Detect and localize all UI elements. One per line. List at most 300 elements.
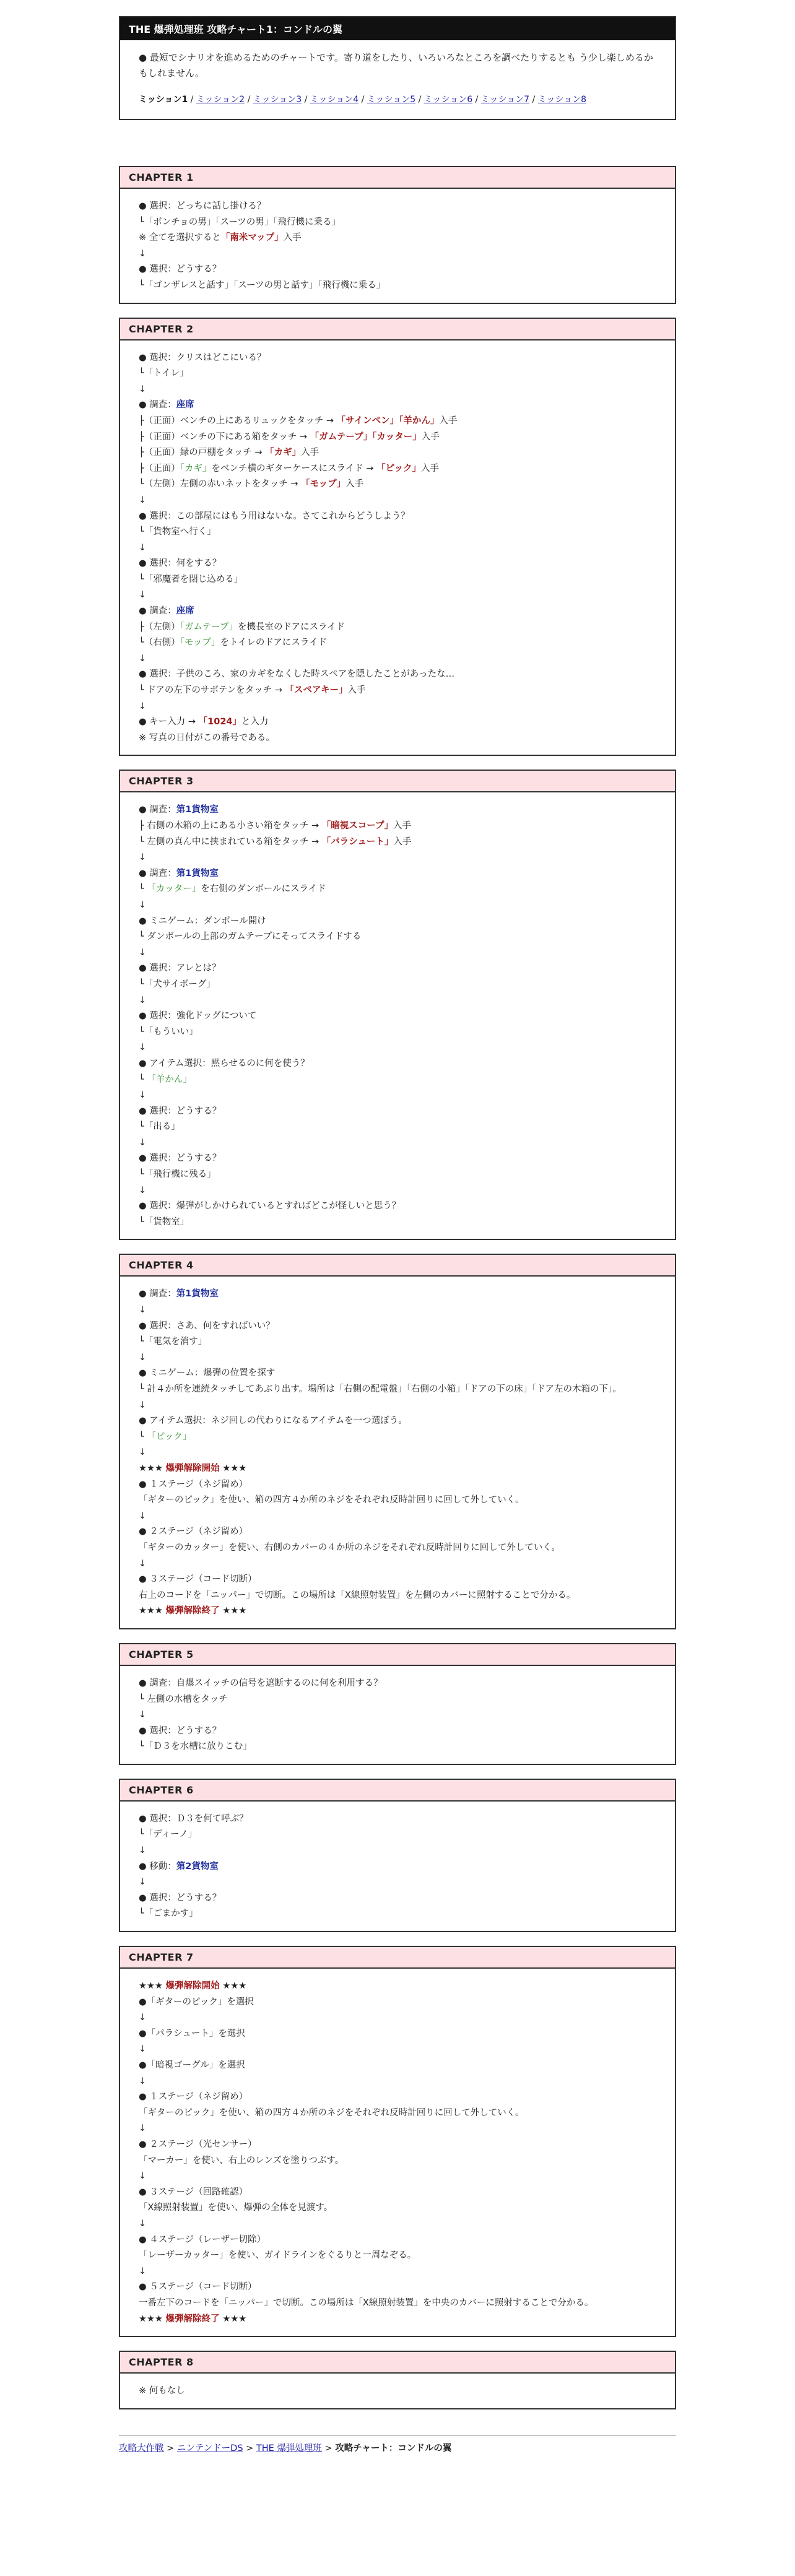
line-text: 入手 [347, 685, 366, 696]
line-text: ↓ [139, 1043, 147, 1053]
chapter-box-8 [119, 2351, 676, 2409]
line-text: └（左側）左側の赤いネットをタッチ → [139, 479, 302, 490]
chapter-body [120, 2374, 675, 2408]
line-text: と入力 [241, 717, 269, 727]
line-text: └「飛行機に残る」 [139, 1169, 216, 1180]
chapter-heading: CHAPTER 5 [120, 1644, 675, 1666]
mission-separator: / [472, 95, 481, 105]
chart-line [139, 1692, 656, 1708]
mission-link-2[interactable]: ミッション2 [196, 95, 245, 105]
line-text: ↓ [139, 852, 147, 863]
item-highlight: 「モップ」 [301, 479, 346, 490]
line-text: └ 左側の水槽をタッチ [139, 1694, 228, 1704]
mission-nav [139, 92, 656, 108]
line-text: を機長室のドアにスライド [237, 622, 345, 632]
chart-line [139, 2121, 656, 2137]
item-highlight: 爆弾解除終了 [165, 1606, 220, 1616]
line-text: 一番左下のコードを「ニッパー」で切断。この場所は「X線照射装置」を中央のカバーに照射することで分かる。 [139, 2297, 594, 2308]
chapter-box-1 [119, 166, 676, 304]
line-text: └ [139, 884, 147, 895]
line-text: ↓ [139, 2123, 147, 2134]
chart-line [139, 1151, 656, 1167]
line-text: 右上のコードを「ニッパー」で切断。この場所は「X線照射装置」を左側のカバーに照射することで分かる。 [139, 1590, 576, 1600]
line-text: ↓ [139, 701, 147, 711]
chart-line [139, 1350, 656, 1366]
chart-line [139, 2153, 656, 2169]
line-text: ● １ステージ（ネジ留め） [139, 2092, 248, 2102]
line-text: └ [139, 1074, 147, 1085]
line-text: 入手 [301, 448, 319, 458]
line-text: ● 選択：どっちに話し掛ける？ [139, 201, 266, 211]
mission-separator: / [302, 95, 310, 105]
line-text: ↓ [139, 1090, 147, 1101]
chart-line [139, 1493, 656, 1509]
line-text: ★★★ [139, 2314, 166, 2324]
chart-line [139, 1859, 656, 1875]
line-text: └「ボンチョの男」「スーツの男」「飛行機に乗る」 [139, 217, 341, 227]
chart-line [139, 1979, 656, 1995]
chart-line [139, 651, 656, 667]
chart-line [139, 1183, 656, 1199]
item-highlight: 爆弾解除終了 [165, 2314, 220, 2324]
used-item: 「羊かん」 [147, 1074, 192, 1085]
line-text: ※ 何もなし [139, 2386, 185, 2396]
chapter-body [120, 1277, 675, 1628]
chart-line [139, 350, 656, 366]
location-highlight: 座席 [176, 400, 194, 410]
line-text: ※ 写真の日付がこの番号である。 [139, 732, 275, 743]
chart-line [139, 993, 656, 1009]
line-text: ↓ [139, 1877, 147, 1888]
chart-line [139, 2105, 656, 2122]
chapter-body [120, 1666, 675, 1764]
chart-line [139, 382, 656, 398]
line-text: ● 調査： [139, 400, 176, 410]
chart-line [139, 1135, 656, 1151]
chart-line [139, 461, 656, 477]
chart-line [139, 835, 656, 851]
chapter-body [120, 189, 675, 303]
line-text: ● 調査： [139, 1289, 176, 1299]
line-text: ├（正面）ベンチの上にあるリュックをタッチ → [139, 415, 337, 426]
line-text: ↓ [139, 1400, 147, 1410]
chart-line [139, 2216, 656, 2232]
line-text: ├ 右側の木箱の上にある小さい箱をタッチ → [139, 821, 322, 831]
chart-line [139, 2137, 656, 2153]
chart-line [139, 1603, 656, 1620]
item-highlight: 「1024」 [198, 717, 241, 727]
line-text: └（右側） [139, 638, 180, 648]
chart-line [139, 278, 656, 294]
chart-line [139, 1303, 656, 1319]
used-item: 「カッター」 [147, 884, 201, 895]
chart-line [139, 1875, 656, 1891]
chart-line [139, 1540, 656, 1556]
line-text: ★★★ [139, 1463, 166, 1473]
line-text: 入手 [345, 479, 364, 490]
chart-line [139, 445, 656, 461]
line-text: 入手 [439, 415, 458, 426]
line-text: ├（正面）ベンチの下にある箱をタッチ → [139, 432, 310, 442]
chart-line [139, 572, 656, 588]
chart-line [139, 2279, 656, 2296]
breadcrumb-link[interactable]: 攻略大作戦 [119, 2443, 164, 2453]
chart-line [139, 1461, 656, 1477]
line-text: ● 選択：どうする？ [139, 1725, 222, 1736]
line-text: ● アイテム選択：黙らせるのに何を使う？ [139, 1058, 310, 1069]
line-text: └ 左側の真ん中に挟まれている箱をタッチ → [139, 836, 322, 847]
line-text: ↓ [139, 1558, 147, 1569]
mission-separator: / [358, 95, 367, 105]
chart-line [139, 1398, 656, 1414]
line-text: をベンチ横のギターケースにスライド → [211, 463, 377, 474]
breadcrumb-link[interactable]: ニンテンドーDS [176, 2443, 243, 2453]
line-text: をトイレのドアにスライド [220, 638, 327, 648]
chart-line [139, 1072, 656, 1088]
chart-line [139, 1843, 656, 1859]
chapter-heading: CHAPTER 2 [120, 319, 675, 340]
chapter-heading: CHAPTER 8 [120, 2352, 675, 2374]
line-text: ↓ [139, 2171, 147, 2182]
chart-line [139, 961, 656, 977]
line-text: ● 調査： [139, 868, 176, 878]
chapter-box-7 [119, 1946, 676, 2337]
chart-line [139, 898, 656, 914]
line-text: └「ゴンザレスと話す」「スーツの男と話す」「飛行機に乗る」 [139, 280, 386, 290]
chart-line [139, 1215, 656, 1231]
chart-line [139, 1119, 656, 1135]
line-text: ● 選択：何をする？ [139, 558, 222, 569]
chart-line [139, 366, 656, 382]
chart-line [139, 540, 656, 557]
chart-line [139, 1025, 656, 1041]
line-text: を右側のダンボールにスライド [201, 884, 326, 895]
line-text: ↓ [139, 653, 147, 664]
line-text: └「貨物室へ行く」 [139, 527, 216, 537]
chart-line [139, 1827, 656, 1843]
line-text: ↓ [139, 384, 147, 394]
intro-box [119, 16, 676, 120]
chart-line [139, 1088, 656, 1104]
chart-line [139, 818, 656, 835]
line-text: ↓ [139, 495, 147, 505]
chart-line [139, 635, 656, 651]
line-text: 「レーザーカッター」を使い、ガイドラインをぐるりと一周なぞる。 [139, 2250, 417, 2261]
chart-line [139, 246, 656, 262]
location-highlight: 第1貨物室 [176, 1289, 219, 1299]
line-text: ● アイテム選択：ネジ回しの代わりになるアイテムを一つ選ぼう。 [139, 1416, 407, 1426]
line-text: ↓ [139, 590, 147, 601]
chart-line [139, 1366, 656, 1382]
line-text: └「電気を消す」 [139, 1337, 207, 1347]
chapter-box-4 [119, 1254, 676, 1629]
line-text: ↓ [139, 995, 147, 1005]
line-text: ※ 全てを選択すると [139, 233, 221, 243]
breadcrumb [119, 2435, 676, 2466]
chart-line [139, 1906, 656, 1922]
line-text: 入手 [420, 463, 439, 474]
line-text: ● 選択：アレとは？ [139, 963, 221, 974]
chart-line [139, 1413, 656, 1429]
chart-line [139, 1286, 656, 1303]
chart-line [139, 2185, 656, 2201]
line-text: ● 選択：Ｄ３を何て呼ぶ？ [139, 1813, 248, 1824]
chart-line [139, 1676, 656, 1692]
line-text: ● 調査： [139, 606, 176, 617]
line-text: ↓ [139, 900, 147, 910]
item-highlight: 「南米マップ」 [220, 233, 284, 243]
line-text: ↓ [139, 1511, 147, 1521]
chart-line [139, 945, 656, 961]
line-text: ● ３ステージ（回路確認） [139, 2187, 248, 2197]
chart-line [139, 1382, 656, 1398]
mission-separator: / [529, 95, 538, 105]
breadcrumb-separator: > [163, 2443, 177, 2453]
chart-line [139, 914, 656, 930]
chart-line [139, 2248, 656, 2264]
chart-line [139, 556, 656, 572]
chart-line [139, 1199, 656, 1215]
chart-line [139, 199, 656, 215]
line-text: ↓ [139, 2218, 147, 2229]
line-text: ↓ [139, 248, 147, 259]
chart-line [139, 588, 656, 604]
chart-line [139, 2312, 656, 2328]
chart-line [139, 699, 656, 715]
line-text: ↓ [139, 542, 147, 553]
line-text: ● ミニゲーム：爆弾の位置を探す [139, 1368, 276, 1379]
line-text: ● ５ステージ（コード切断） [139, 2282, 257, 2292]
line-text: ↓ [139, 1710, 147, 1720]
chart-line [139, 1334, 656, 1350]
chapter-body [120, 1969, 675, 2336]
line-text: └「邪魔者を閉じ込める」 [139, 574, 243, 584]
chapter-box-6 [119, 1779, 676, 1932]
chart-line [139, 1167, 656, 1183]
chart-line [139, 2383, 656, 2400]
chart-line [139, 1445, 656, 1461]
breadcrumb-link[interactable]: THE 爆弾処理班 [256, 2443, 322, 2453]
item-highlight: 「スペアキー」 [285, 685, 348, 696]
line-text: ★★★ [139, 1981, 166, 1992]
chart-line [139, 667, 656, 683]
used-item: 「ピック」 [147, 1431, 192, 1442]
mission-link-3[interactable]: ミッション3 [253, 95, 302, 105]
line-text: ↓ [139, 1137, 147, 1148]
line-text: ● 調査： [139, 805, 176, 815]
line-text: ↓ [139, 2266, 147, 2276]
line-text: ★★★ [219, 1981, 247, 1992]
line-text: ★★★ [219, 1606, 247, 1616]
chart-line [139, 1104, 656, 1120]
line-text: ↓ [139, 2044, 147, 2055]
chart-line [139, 2264, 656, 2280]
chart-line [139, 1524, 656, 1540]
line-text: ↓ [139, 1185, 147, 1195]
chart-line [139, 1056, 656, 1072]
item-highlight: 「暗視スコープ」 [321, 821, 393, 831]
chart-line [139, 2089, 656, 2105]
chart-line [139, 1995, 656, 2011]
line-text: ● 選択：どうする？ [139, 1893, 222, 1903]
line-text: ● キー入力 → [139, 717, 199, 727]
line-text: 「ギターのカッター」を使い、右側のカバーの４か所のネジをそれぞれ反時計回りに回して外していく。 [139, 1542, 560, 1553]
chart-line [139, 2042, 656, 2058]
mission-link-5[interactable]: ミッション5 [367, 95, 416, 105]
chart-line [139, 1588, 656, 1604]
line-text: └「もういい」 [139, 1026, 198, 1037]
line-text: 入手 [393, 836, 412, 847]
line-text: 「マーカー」を使い、右上のレンズを塗りつぶす。 [139, 2155, 344, 2166]
chart-line [139, 977, 656, 993]
intro-description: ● 最短でシナリオを進めるためのチャートです。寄り道をしたり、いろいろなところを調べたりするとも う少し楽しめるかもしれません。 [139, 50, 656, 81]
line-text: └「ディーノ」 [139, 1829, 198, 1840]
chart-line [139, 397, 656, 414]
chapter-body [120, 792, 675, 1239]
line-text: ↓ [139, 1305, 147, 1316]
line-text: └「Ｄ３を水槽に放りこむ」 [139, 1741, 252, 1752]
chapter-box-5 [119, 1643, 676, 1765]
chart-line [139, 1556, 656, 1572]
chart-line [139, 1707, 656, 1724]
chart-line [139, 1724, 656, 1740]
chart-line [139, 1572, 656, 1588]
chart-line [139, 882, 656, 898]
line-text: ● 調査：自爆スイッチの信号を遮断するのに何を利用する？ [139, 1678, 383, 1688]
line-text: └ ドアの左下のサボテンをタッチ → [139, 685, 285, 696]
mission-separator: / [188, 95, 196, 105]
mission-link-8[interactable]: ミッション8 [537, 95, 587, 105]
line-text: └ ダンボールの上部のガムテープにそってスライドする [139, 932, 362, 942]
line-text: ●「暗視ゴーグル」を選択 [139, 2060, 245, 2070]
item-highlight: 「カギ」 [265, 448, 302, 458]
chart-line [139, 430, 656, 446]
chart-line [139, 1891, 656, 1907]
line-text: └ [139, 1431, 147, 1442]
chapter-box-3 [119, 770, 676, 1240]
chart-line [139, 683, 656, 699]
chart-line [139, 1509, 656, 1525]
chart-line [139, 230, 656, 246]
chart-line [139, 929, 656, 945]
line-text: ★★★ [219, 1463, 247, 1473]
line-text: ● 移動： [139, 1861, 176, 1871]
chart-line [139, 2200, 656, 2216]
line-text: └「トイレ」 [139, 368, 189, 379]
chapter-box-2 [119, 318, 676, 757]
line-text: ↓ [139, 1845, 147, 1856]
line-text: 「X線照射装置」を使い、爆弾の全体を見渡す。 [139, 2203, 333, 2213]
mission-link-6[interactable]: ミッション6 [424, 95, 473, 105]
line-text: ● ２ステージ（光センサー） [139, 2139, 257, 2149]
location-highlight: 座席 [176, 606, 194, 617]
chart-line [139, 215, 656, 231]
line-text: ● 選択：クリスはどこにいる？ [139, 352, 266, 363]
page-title: THE 爆弾処理班 攻略チャート1：コンドルの翼 [120, 17, 675, 40]
line-text: ● ミニゲーム：ダンボール開け [139, 916, 266, 926]
item-highlight: 爆弾解除開始 [165, 1463, 220, 1473]
chapter-heading: CHAPTER 4 [120, 1255, 675, 1277]
chapter-body [120, 340, 675, 755]
chart-line [139, 414, 656, 430]
chart-line [139, 2169, 656, 2185]
line-text: 入手 [393, 821, 411, 831]
line-text: ├（正面）緑の戸棚をタッチ → [139, 448, 266, 458]
line-text: ↓ [139, 1352, 147, 1363]
chart-line [139, 1429, 656, 1446]
line-text: 「ギターのピック」を使い、箱の四方４か所のネジをそれぞれ反時計回りに回して外していく。 [139, 1495, 524, 1506]
line-text: ● １ステージ（ネジ留め） [139, 1479, 248, 1490]
mission-separator: / [415, 95, 424, 105]
chart-line [139, 2074, 656, 2090]
line-text: ● 選択：この部屋にはもう用はないな。さてこれからどうしよう？ [139, 511, 410, 521]
line-text: ● 選択：爆弾がしかけられているとすればどこが怪しいと思う？ [139, 1201, 401, 1212]
location-highlight: 第1貨物室 [176, 868, 219, 878]
chapter-list [119, 166, 676, 2409]
chart-line [139, 2058, 656, 2074]
line-text: ↓ [139, 1447, 147, 1458]
line-text: 「ギターのピック」を使い、箱の四方４か所のネジをそれぞれ反時計回りに回して外していく。 [139, 2107, 524, 2118]
line-text: ● 選択：どうする？ [139, 1153, 222, 1164]
chart-line [139, 2232, 656, 2249]
chart-line [139, 620, 656, 636]
line-text: ● 選択：強化ドッグについて [139, 1011, 257, 1021]
line-text: ● ２ステージ（ネジ留め） [139, 1527, 248, 1537]
mission-current: ミッション1 [139, 95, 188, 105]
line-text: ★★★ [139, 1606, 166, 1616]
chart-line [139, 2026, 656, 2042]
mission-separator: / [245, 95, 253, 105]
chart-line [139, 802, 656, 818]
line-text: └「犬サイボーグ」 [139, 979, 215, 989]
line-text: 入手 [283, 233, 302, 243]
line-text: ↓ [139, 947, 147, 958]
line-text: ● 選択：どうする？ [139, 264, 222, 275]
chart-line [139, 1739, 656, 1755]
location-highlight: 第1貨物室 [176, 805, 219, 815]
chart-line [139, 1811, 656, 1828]
chart-line [139, 524, 656, 540]
line-text: 入手 [421, 432, 440, 442]
mission-link-7[interactable]: ミッション7 [480, 95, 530, 105]
chart-line [139, 477, 656, 493]
item-highlight: 「ピック」 [376, 463, 421, 474]
chart-line [139, 2010, 656, 2026]
line-text: ●「ギターのピック」を選択 [139, 1997, 254, 2007]
line-text: └「ごまかす」 [139, 1909, 198, 1919]
chart-line [139, 1040, 656, 1056]
line-text: ●「パラシュート」を選択 [139, 2028, 245, 2039]
chart-line [139, 1477, 656, 1493]
chart-line [139, 714, 656, 731]
item-highlight: 「パラシュート」 [321, 836, 394, 847]
used-item: 「ガムテープ」 [180, 622, 238, 632]
mission-link-4[interactable]: ミッション4 [310, 95, 359, 105]
line-text: ● ３ステージ（コード切断） [139, 1574, 257, 1585]
line-text: ├（左側） [139, 622, 180, 632]
chart-line [139, 262, 656, 278]
line-text: ↓ [139, 2076, 147, 2086]
chapter-heading: CHAPTER 3 [120, 771, 675, 792]
line-text: └「出る」 [139, 1122, 180, 1132]
chapter-heading: CHAPTER 1 [120, 167, 675, 189]
line-text: ● 選択：子供のころ、家のカギをなくした時スペアを隠したことがあったな… [139, 669, 455, 680]
breadcrumb-current: 攻略チャート：コンドルの翼 [335, 2443, 452, 2453]
chart-line [139, 493, 656, 509]
chart-line [139, 604, 656, 620]
chapter-heading: CHAPTER 6 [120, 1780, 675, 1802]
item-highlight: 爆弾解除開始 [165, 1981, 220, 1992]
